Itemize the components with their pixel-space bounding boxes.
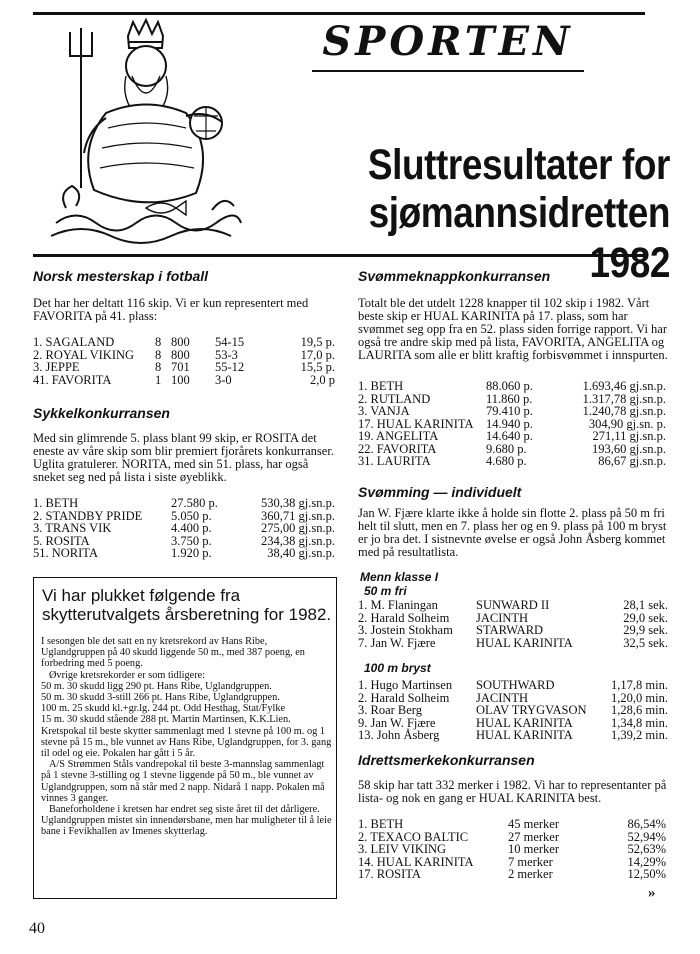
page-number: 40 xyxy=(29,920,45,937)
team-cell: 1. SAGALAND xyxy=(33,335,115,349)
percent-cell: 14,29% xyxy=(627,854,666,869)
ship-cell: 2. STANDBY PRIDE xyxy=(33,508,143,523)
table-row xyxy=(358,704,668,717)
ship-cell: 1. BETH xyxy=(358,817,404,831)
points-cell: 17,0 p. xyxy=(300,347,335,362)
team-cell: 2. ROYAL VIKING xyxy=(33,347,135,362)
table-row xyxy=(358,818,666,831)
average-cell: 304,90 gj.sn. p. xyxy=(588,416,666,431)
average-cell: 193,60 gj.sn.p. xyxy=(592,441,666,456)
cycling-intro: Med sin glimrende 5. plass blant 99 skip, er ROSITA det eneste av våre skip som blir premiert fjorårets konkurranser. Uglita gratulerer. NORITA, med sin 51. plass, har også sneket seg ned på lista i siste øyeblikk. xyxy=(33,431,334,484)
percent-cell: 86,54% xyxy=(627,817,666,831)
headline-line-1: Sluttresultater for xyxy=(367,141,670,189)
ship-cell: 31. LAURITA xyxy=(358,454,431,468)
shooting-record: 15 m. 30 skudd stående 288 pt. Martin Martinsen, K.K.Lien. xyxy=(41,714,291,726)
breast-heading: 100 m bryst xyxy=(364,661,431,675)
breaststroke-table xyxy=(358,679,668,742)
free-heading: 50 m fri xyxy=(364,584,407,598)
shooting-paragraph: Baneforholdene i kretsen har endret seg siste året til det dårligere. Uglandgruppen mistet sin innendørsbane, men har muligheter til å leie bane i Fevikhallen av Imenes skytterlag. xyxy=(41,804,332,838)
team-cell: 41. FAVORITA xyxy=(33,372,112,387)
team-cell: 3. JEPPE xyxy=(33,360,80,374)
points-cell: 79.410 p. xyxy=(486,404,533,418)
badges-cell: 7 merker xyxy=(508,854,553,869)
percent-cell: 52,63% xyxy=(627,842,666,856)
shooting-paragraph: Kretspokal til beste skytter sammenlagt med 1 stevne på 100 m. og 1 stevne på 15 m., ble vunnet av Hans Ribe, Uglandgruppen, for 3. gang til odel og eie. Pokalen har gått i 5 år. xyxy=(41,725,332,760)
ship-cell: STARWARD xyxy=(476,623,544,637)
goals-cell: 3-0 xyxy=(215,372,232,387)
points-cell: 4.400 p. xyxy=(171,521,212,535)
table-row xyxy=(358,843,666,856)
badges-cell: 45 merker xyxy=(508,817,560,831)
swimmer-cell: 1. Hugo Martinsen xyxy=(358,678,453,692)
table-row xyxy=(358,405,666,418)
time-cell: 29,9 sek. xyxy=(623,623,668,637)
table-row xyxy=(33,522,335,535)
played-cell: 8 xyxy=(155,360,162,374)
time-cell: 29,0 sek. xyxy=(623,610,668,625)
table-row xyxy=(33,547,335,560)
neptune-king-illustration xyxy=(36,18,246,248)
badge-heading: Idrettsmerkekonkurransen xyxy=(358,752,535,768)
points-cell: 4.680 p. xyxy=(486,454,527,468)
time-cell: 28,1 sek. xyxy=(623,598,668,612)
table-row xyxy=(358,599,668,612)
record-cell: 800 xyxy=(171,347,190,362)
points-cell: 9.680 p. xyxy=(486,441,527,456)
played-cell: 8 xyxy=(155,347,162,362)
cycling-heading: Sykkelkonkurransen xyxy=(33,405,170,421)
ship-cell: 1. BETH xyxy=(33,496,79,510)
ship-cell: HUAL KARINITA xyxy=(476,728,573,742)
average-cell: 271,11 gj.sn.p. xyxy=(592,429,666,443)
table-row xyxy=(358,455,666,468)
time-cell: 1,34,8 min. xyxy=(611,715,668,730)
shooting-report-box xyxy=(33,577,337,899)
badges-cell: 27 merker xyxy=(508,829,560,844)
points-cell: 3.750 p. xyxy=(171,533,212,548)
table-row xyxy=(358,868,666,881)
top-rule xyxy=(33,12,645,15)
ship-cell: 17. ROSITA xyxy=(358,867,421,881)
buttons-table xyxy=(358,380,666,468)
ship-cell: 3. TRANS VIK xyxy=(33,521,112,535)
table-row xyxy=(358,380,666,393)
ship-cell: 3. LEIV VIKING xyxy=(358,842,447,856)
badge-table xyxy=(358,818,666,881)
goals-cell: 54-15 xyxy=(215,335,245,349)
table-row xyxy=(33,374,335,387)
time-cell: 1,28,6 min. xyxy=(611,703,668,717)
points-cell: 27.580 p. xyxy=(171,496,218,510)
average-cell: 1.317,78 gj.sn.p. xyxy=(582,391,666,406)
masthead-underline xyxy=(312,70,584,72)
shooting-record: 50 m. 30 skudd 3-still 266 pt. Hans Ribe, Uglandgruppen. xyxy=(41,692,280,704)
time-cell: 1,39,2 min. xyxy=(611,728,668,742)
played-cell: 1 xyxy=(155,372,162,387)
record-cell: 701 xyxy=(171,360,190,374)
ship-cell: HUAL KARINITA xyxy=(476,715,573,730)
badge-intro: 58 skip har tatt 332 merker i 1982. Vi har to representanter på lista- og nok en gang er HUAL KARINITA best. xyxy=(358,778,667,805)
ship-cell: 14. HUAL KARINITA xyxy=(358,854,474,869)
football-intro: Det har her deltatt 116 skip. Vi er kun representert med FAVORITA på 41. plass: xyxy=(33,296,309,323)
football-table xyxy=(33,336,335,386)
buttons-heading: Svømmeknappkonkurransen xyxy=(358,268,551,284)
played-cell: 8 xyxy=(155,335,162,349)
continue-arrow-icon: » xyxy=(648,885,653,901)
badges-cell: 10 merker xyxy=(508,842,560,856)
freestyle-table xyxy=(358,599,668,649)
swimming-intro: Jan W. Fjære klarte ikke å holde sin flotte 2. plass på 50 m fri helt til slutt, men en 7. plass her og en 9. plass på 100 m bryst er jo bra det. I sistnevnte øvelse er også John Åsberg kommet med på resultatlista. xyxy=(358,506,667,559)
table-row xyxy=(358,729,668,742)
class-heading: Menn klasse I xyxy=(360,570,439,584)
swimming-heading: Svømming — individuelt xyxy=(358,484,522,500)
cycling-table xyxy=(33,497,335,560)
football-heading: Norsk mesterskap i fotball xyxy=(33,268,209,284)
ship-cell: 5. ROSITA xyxy=(33,533,90,548)
ship-cell: 1. BETH xyxy=(358,379,404,393)
ship-cell: SOUTHWARD xyxy=(476,678,555,692)
swimmer-cell: 2. Harald Solheim xyxy=(358,690,450,705)
points-cell: 11.860 p. xyxy=(486,391,533,406)
shooting-heading: Vi har plukket følgende fra skytterutvalgets årsberetning for 1982. xyxy=(42,586,332,624)
points-cell: 14.640 p. xyxy=(486,429,533,443)
average-cell: 530,38 gj.sn.p. xyxy=(261,496,335,510)
swimmer-cell: 2. Harald Solheim xyxy=(358,610,450,625)
swimmer-cell: 7. Jan W. Fjære xyxy=(358,635,436,650)
average-cell: 275,00 gj.sn.p. xyxy=(261,521,335,535)
table-row xyxy=(358,679,668,692)
percent-cell: 12,50% xyxy=(627,867,666,881)
time-cell: 1,20,0 min. xyxy=(611,690,668,705)
ship-cell: HUAL KARINITA xyxy=(476,635,573,650)
average-cell: 1.240,78 gj.sn.p. xyxy=(582,404,666,418)
table-row xyxy=(358,624,668,637)
table-row xyxy=(33,361,335,374)
ship-cell: 51. NORITA xyxy=(33,546,98,560)
ship-cell: 19. ANGELITA xyxy=(358,429,439,443)
average-cell: 1.693,46 gj.sn.p. xyxy=(582,379,666,393)
percent-cell: 52,94% xyxy=(627,829,666,844)
time-cell: 32,5 sek. xyxy=(623,635,668,650)
ship-cell: 17. HUAL KARINITA xyxy=(358,416,474,431)
ship-cell: JACINTH xyxy=(476,690,529,705)
points-cell: 5.050 p. xyxy=(171,508,212,523)
ship-cell: 2. TEXACO BALTIC xyxy=(358,829,469,844)
record-cell: 800 xyxy=(171,335,190,349)
goals-cell: 55-12 xyxy=(215,360,245,374)
goals-cell: 53-3 xyxy=(215,347,238,362)
shooting-paragraph: Øvrige kretsrekorder er som tidligere: xyxy=(49,669,206,681)
points-cell: 19,5 p. xyxy=(300,335,335,349)
shooting-record: 100 m. 25 skudd kl.+gr.lg. 244 pt. Odd Hesthag, Stat/Fylke xyxy=(41,703,286,715)
swimmer-cell: 1. M. Flaningan xyxy=(358,598,438,612)
ship-cell: SUNWARD II xyxy=(476,598,550,612)
points-cell: 14.940 p. xyxy=(486,416,533,431)
table-row xyxy=(33,336,335,349)
shooting-body xyxy=(41,636,333,838)
points-cell: 1.920 p. xyxy=(171,546,212,560)
record-cell: 100 xyxy=(171,372,190,387)
ship-cell: 2. RUTLAND xyxy=(358,391,431,406)
shooting-paragraph: A/S Strømmen Ståls vandrepokal til beste 3-mannslag sammenlagt på 1 stevne 3-stilling og 1 stevne liggende på 50 m., ble vunnet av Uglandgruppen, som nå står med 2 napp. Nidarå 1 napp. Pokalen må vinnes 3 ganger. xyxy=(41,759,325,804)
table-row xyxy=(33,497,335,510)
swimmer-cell: 3. Roar Berg xyxy=(358,703,422,717)
swimmer-cell: 9. Jan W. Fjære xyxy=(358,715,436,730)
swimmer-cell: 3. Jostein Stokham xyxy=(358,623,453,637)
average-cell: 38,40 gj.sn.p. xyxy=(267,546,335,560)
shooting-paragraph: I sesongen ble det satt en ny kretsrekord av Hans Ribe, Uglandgruppen på 40 skudd liggende 50 m., med 387 poeng, en forbedring med 5 poeng. xyxy=(41,636,305,670)
ship-cell: OLAV TRYGVASON xyxy=(476,703,587,717)
average-cell: 234,38 gj.sn.p. xyxy=(261,533,335,548)
points-cell: 15,5 p. xyxy=(300,360,335,374)
points-cell: 2,0 p xyxy=(310,372,335,387)
points-cell: 88.060 p. xyxy=(486,379,533,393)
section-masthead: SPORTEN xyxy=(322,18,574,65)
swimmer-cell: 13. John Åsberg xyxy=(358,728,440,742)
table-row xyxy=(358,637,668,650)
time-cell: 1,17,8 min. xyxy=(611,678,668,692)
ship-cell: JACINTH xyxy=(476,610,529,625)
ship-cell: 22. FAVORITA xyxy=(358,441,437,456)
average-cell: 86,67 gj.sn.p. xyxy=(598,454,666,468)
buttons-intro: Totalt ble det utdelt 1228 knapper til 102 skip i 1982. Vårt beste skip er HUAL KARINITA på 17. plass, som har svømmet seg opp fra en 52. plass siden forrige rapport. Vi har også tre andre skip med på lista, FAVORITA, ANGELITA og LAURITA som alle er blitt kraftig forbisvømmet i innspurten. xyxy=(358,296,668,362)
average-cell: 360,71 gj.sn.p. xyxy=(261,508,335,523)
ship-cell: 3. VANJA xyxy=(358,404,410,418)
headline-line-2: sjømannsidretten 1982 xyxy=(368,189,670,287)
table-row xyxy=(358,430,666,443)
badges-cell: 2 merker xyxy=(508,867,553,881)
shooting-record: 50 m. 30 skudd ligg 290 pt. Hans Ribe, Uglandgruppen. xyxy=(41,680,272,692)
